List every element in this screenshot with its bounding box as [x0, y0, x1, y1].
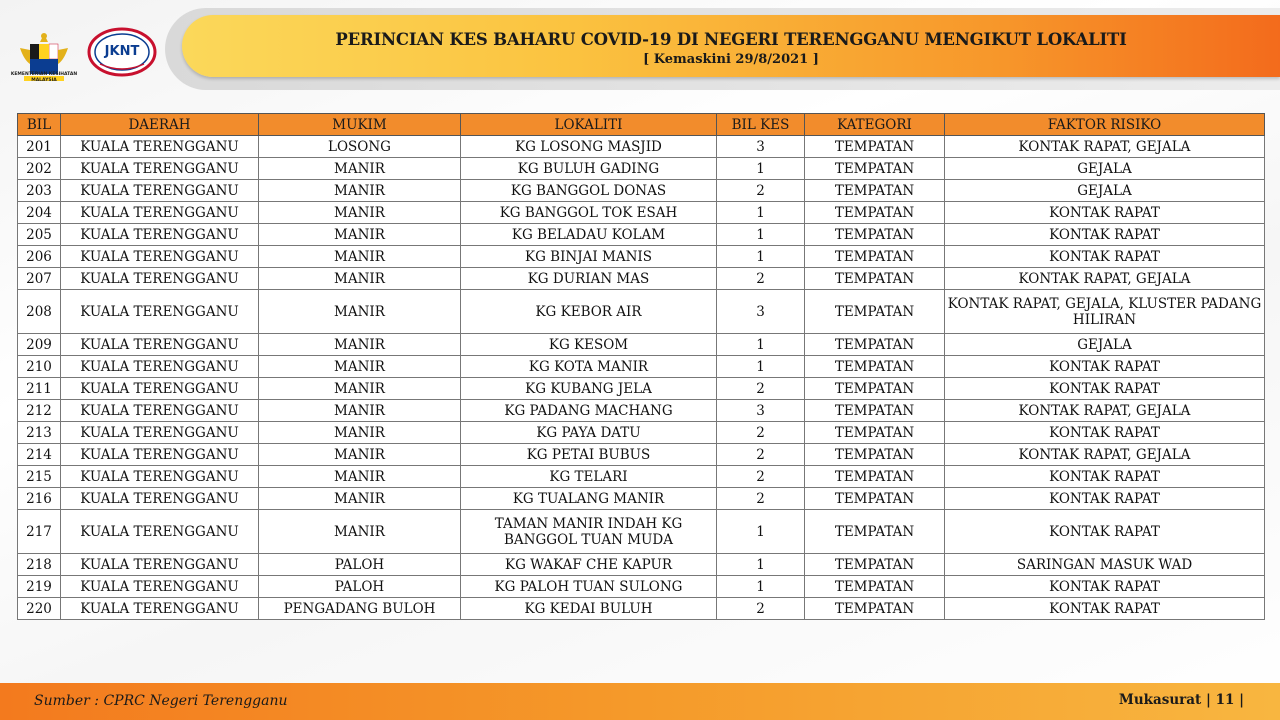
- column-header-bil-kes: BIL KES: [717, 114, 805, 136]
- cell-kategori: TEMPATAN: [805, 290, 945, 334]
- page-number: Mukasurat | 11 |: [1118, 692, 1244, 708]
- cell-lokaliti: KG PADANG MACHANG: [461, 400, 717, 422]
- cell-daerah: KUALA TERENGGANU: [61, 422, 259, 444]
- cell-daerah: KUALA TERENGGANU: [61, 466, 259, 488]
- cell-bil-kes: 1: [717, 554, 805, 576]
- cell-bil-kes: 2: [717, 422, 805, 444]
- cell-mukim: MANIR: [259, 246, 461, 268]
- cell-mukim: LOSONG: [259, 136, 461, 158]
- cell-bil: 214: [18, 444, 61, 466]
- cell-faktor-risiko: GEJALA: [945, 158, 1265, 180]
- cell-bil: 211: [18, 378, 61, 400]
- cell-daerah: KUALA TERENGGANU: [61, 180, 259, 202]
- cell-bil-kes: 2: [717, 598, 805, 620]
- cell-lokaliti: KG DURIAN MAS: [461, 268, 717, 290]
- cell-faktor-risiko: KONTAK RAPAT: [945, 510, 1265, 554]
- cell-mukim: MANIR: [259, 466, 461, 488]
- cell-daerah: KUALA TERENGGANU: [61, 334, 259, 356]
- table-row: [18, 598, 1265, 620]
- page-title: PERINCIAN KES BAHARU COVID-19 DI NEGERI TERENGGANU MENGIKUT LOKALITI: [335, 30, 1127, 49]
- cell-daerah: KUALA TERENGGANU: [61, 510, 259, 554]
- cell-lokaliti: KG WAKAF CHE KAPUR: [461, 554, 717, 576]
- cell-lokaliti: KG BULUH GADING: [461, 158, 717, 180]
- jknt-logo-text: JKNT: [104, 44, 140, 59]
- cell-faktor-risiko: KONTAK RAPAT, GEJALA: [945, 400, 1265, 422]
- cell-daerah: KUALA TERENGGANU: [61, 158, 259, 180]
- cell-lokaliti: KG TUALANG MANIR: [461, 488, 717, 510]
- cell-bil-kes: 3: [717, 290, 805, 334]
- cell-mukim: MANIR: [259, 180, 461, 202]
- cases-table: [17, 113, 1265, 620]
- cell-faktor-risiko: KONTAK RAPAT: [945, 598, 1265, 620]
- kkm-crest-logo: [12, 24, 76, 96]
- cell-lokaliti: KG KEBOR AIR: [461, 290, 717, 334]
- table-row: [18, 510, 1265, 554]
- cell-lokaliti: KG KEDAI BULUH: [461, 598, 717, 620]
- table-header-row: [18, 114, 1265, 136]
- cell-daerah: KUALA TERENGGANU: [61, 268, 259, 290]
- cell-mukim: MANIR: [259, 202, 461, 224]
- cell-kategori: TEMPATAN: [805, 598, 945, 620]
- cell-kategori: TEMPATAN: [805, 466, 945, 488]
- cell-faktor-risiko: KONTAK RAPAT: [945, 488, 1265, 510]
- cell-kategori: TEMPATAN: [805, 180, 945, 202]
- cell-bil-kes: 2: [717, 488, 805, 510]
- cell-bil: 209: [18, 334, 61, 356]
- cell-lokaliti: KG KESOM: [461, 334, 717, 356]
- cell-mukim: MANIR: [259, 422, 461, 444]
- table-row: [18, 378, 1265, 400]
- cell-bil: 218: [18, 554, 61, 576]
- cell-kategori: TEMPATAN: [805, 158, 945, 180]
- cell-kategori: TEMPATAN: [805, 510, 945, 554]
- table-row: [18, 466, 1265, 488]
- cell-faktor-risiko: KONTAK RAPAT: [945, 202, 1265, 224]
- cell-bil-kes: 2: [717, 444, 805, 466]
- cell-daerah: KUALA TERENGGANU: [61, 356, 259, 378]
- cell-faktor-risiko: KONTAK RAPAT, GEJALA: [945, 268, 1265, 290]
- cell-faktor-risiko: KONTAK RAPAT: [945, 356, 1265, 378]
- cell-mukim: MANIR: [259, 268, 461, 290]
- column-header-faktor-risiko: FAKTOR RISIKO: [945, 114, 1265, 136]
- cell-daerah: KUALA TERENGGANU: [61, 576, 259, 598]
- cell-lokaliti: KG KOTA MANIR: [461, 356, 717, 378]
- cell-mukim: MANIR: [259, 334, 461, 356]
- cell-faktor-risiko: GEJALA: [945, 334, 1265, 356]
- cell-kategori: TEMPATAN: [805, 400, 945, 422]
- cell-daerah: KUALA TERENGGANU: [61, 136, 259, 158]
- cell-bil: 216: [18, 488, 61, 510]
- cell-lokaliti: KG PALOH TUAN SULONG: [461, 576, 717, 598]
- cell-bil: 203: [18, 180, 61, 202]
- cell-bil-kes: 3: [717, 400, 805, 422]
- cell-faktor-risiko: KONTAK RAPAT: [945, 576, 1265, 598]
- cell-faktor-risiko: KONTAK RAPAT: [945, 378, 1265, 400]
- cell-kategori: TEMPATAN: [805, 576, 945, 598]
- cell-faktor-risiko: KONTAK RAPAT: [945, 422, 1265, 444]
- cell-bil: 220: [18, 598, 61, 620]
- cell-daerah: KUALA TERENGGANU: [61, 488, 259, 510]
- cell-bil-kes: 1: [717, 224, 805, 246]
- column-header-lokaliti: LOKALITI: [461, 114, 717, 136]
- column-header-kategori: KATEGORI: [805, 114, 945, 136]
- cell-kategori: TEMPATAN: [805, 356, 945, 378]
- cell-mukim: MANIR: [259, 378, 461, 400]
- cell-bil: 210: [18, 356, 61, 378]
- table-row: [18, 224, 1265, 246]
- cell-lokaliti: KG PAYA DATU: [461, 422, 717, 444]
- cell-bil: 215: [18, 466, 61, 488]
- cell-daerah: KUALA TERENGGANU: [61, 598, 259, 620]
- cell-daerah: KUALA TERENGGANU: [61, 224, 259, 246]
- cell-mukim: MANIR: [259, 224, 461, 246]
- cell-faktor-risiko: KONTAK RAPAT, GEJALA: [945, 444, 1265, 466]
- table-row: [18, 268, 1265, 290]
- cell-bil: 206: [18, 246, 61, 268]
- table-row: [18, 400, 1265, 422]
- cell-mukim: MANIR: [259, 510, 461, 554]
- cell-kategori: TEMPATAN: [805, 422, 945, 444]
- cell-faktor-risiko: KONTAK RAPAT: [945, 224, 1265, 246]
- cell-mukim: MANIR: [259, 488, 461, 510]
- table-row: [18, 554, 1265, 576]
- cell-bil-kes: 2: [717, 378, 805, 400]
- cell-kategori: TEMPATAN: [805, 378, 945, 400]
- cell-daerah: KUALA TERENGGANU: [61, 400, 259, 422]
- cell-lokaliti: KG BANGGOL TOK ESAH: [461, 202, 717, 224]
- cell-kategori: TEMPATAN: [805, 268, 945, 290]
- cell-mukim: MANIR: [259, 356, 461, 378]
- cell-bil-kes: 2: [717, 180, 805, 202]
- table-row: [18, 246, 1265, 268]
- cell-bil: 219: [18, 576, 61, 598]
- kkm-logo-text: KEMENTERIAN KESIHATAN MALAYSIA: [10, 72, 78, 83]
- cell-bil: 213: [18, 422, 61, 444]
- cell-kategori: TEMPATAN: [805, 334, 945, 356]
- cell-bil: 208: [18, 290, 61, 334]
- cell-bil-kes: 1: [717, 576, 805, 598]
- cell-mukim: MANIR: [259, 290, 461, 334]
- cell-mukim: MANIR: [259, 444, 461, 466]
- cell-mukim: PALOH: [259, 576, 461, 598]
- cell-kategori: TEMPATAN: [805, 224, 945, 246]
- table-row: [18, 290, 1265, 334]
- cell-lokaliti: KG TELARI: [461, 466, 717, 488]
- cell-bil-kes: 2: [717, 268, 805, 290]
- cell-mukim: PALOH: [259, 554, 461, 576]
- cell-kategori: TEMPATAN: [805, 136, 945, 158]
- cell-bil: 217: [18, 510, 61, 554]
- page-subtitle: [ Kemaskini 29/8/2021 ]: [643, 52, 819, 67]
- table-row: [18, 180, 1265, 202]
- cell-lokaliti: KG BELADAU KOLAM: [461, 224, 717, 246]
- cell-bil-kes: 1: [717, 510, 805, 554]
- table-row: [18, 202, 1265, 224]
- cell-faktor-risiko: GEJALA: [945, 180, 1265, 202]
- cell-mukim: MANIR: [259, 400, 461, 422]
- table-row: [18, 158, 1265, 180]
- cell-daerah: KUALA TERENGGANU: [61, 554, 259, 576]
- table-row: [18, 422, 1265, 444]
- table-row: [18, 488, 1265, 510]
- cell-lokaliti: KG PETAI BUBUS: [461, 444, 717, 466]
- cell-faktor-risiko: SARINGAN MASUK WAD: [945, 554, 1265, 576]
- cell-daerah: KUALA TERENGGANU: [61, 444, 259, 466]
- column-header-bil: BIL: [18, 114, 61, 136]
- cell-bil: 212: [18, 400, 61, 422]
- cell-bil-kes: 1: [717, 202, 805, 224]
- cell-bil: 205: [18, 224, 61, 246]
- cell-daerah: KUALA TERENGGANU: [61, 290, 259, 334]
- cell-faktor-risiko: KONTAK RAPAT, GEJALA, KLUSTER PADANG HILIRAN: [945, 290, 1265, 334]
- cell-lokaliti: KG BINJAI MANIS: [461, 246, 717, 268]
- cell-faktor-risiko: KONTAK RAPAT: [945, 466, 1265, 488]
- cell-lokaliti: KG LOSONG MASJID: [461, 136, 717, 158]
- table-row: [18, 356, 1265, 378]
- source-note: Sumber : CPRC Negeri Terengganu: [34, 693, 288, 709]
- cell-bil-kes: 1: [717, 356, 805, 378]
- cell-lokaliti: KG BANGGOL DONAS: [461, 180, 717, 202]
- cell-bil-kes: 3: [717, 136, 805, 158]
- table-row: [18, 444, 1265, 466]
- cell-kategori: TEMPATAN: [805, 554, 945, 576]
- cell-kategori: TEMPATAN: [805, 202, 945, 224]
- cell-faktor-risiko: KONTAK RAPAT, GEJALA: [945, 136, 1265, 158]
- cell-kategori: TEMPATAN: [805, 246, 945, 268]
- cell-daerah: KUALA TERENGGANU: [61, 202, 259, 224]
- cell-bil-kes: 1: [717, 334, 805, 356]
- cell-bil-kes: 2: [717, 466, 805, 488]
- cell-kategori: TEMPATAN: [805, 444, 945, 466]
- table-row: [18, 334, 1265, 356]
- jknt-logo: [86, 26, 158, 78]
- cell-bil: 201: [18, 136, 61, 158]
- table-row: [18, 576, 1265, 598]
- cell-bil-kes: 1: [717, 158, 805, 180]
- cell-bil: 207: [18, 268, 61, 290]
- cell-lokaliti: TAMAN MANIR INDAH KG BANGGOL TUAN MUDA: [461, 510, 717, 554]
- column-header-mukim: MUKIM: [259, 114, 461, 136]
- cell-bil: 204: [18, 202, 61, 224]
- cell-bil-kes: 1: [717, 246, 805, 268]
- cell-mukim: PENGADANG BULOH: [259, 598, 461, 620]
- table-row: [18, 136, 1265, 158]
- cell-daerah: KUALA TERENGGANU: [61, 378, 259, 400]
- cell-bil: 202: [18, 158, 61, 180]
- cell-lokaliti: KG KUBANG JELA: [461, 378, 717, 400]
- cell-daerah: KUALA TERENGGANU: [61, 246, 259, 268]
- column-header-daerah: DAERAH: [61, 114, 259, 136]
- cell-faktor-risiko: KONTAK RAPAT: [945, 246, 1265, 268]
- cell-kategori: TEMPATAN: [805, 488, 945, 510]
- cell-mukim: MANIR: [259, 158, 461, 180]
